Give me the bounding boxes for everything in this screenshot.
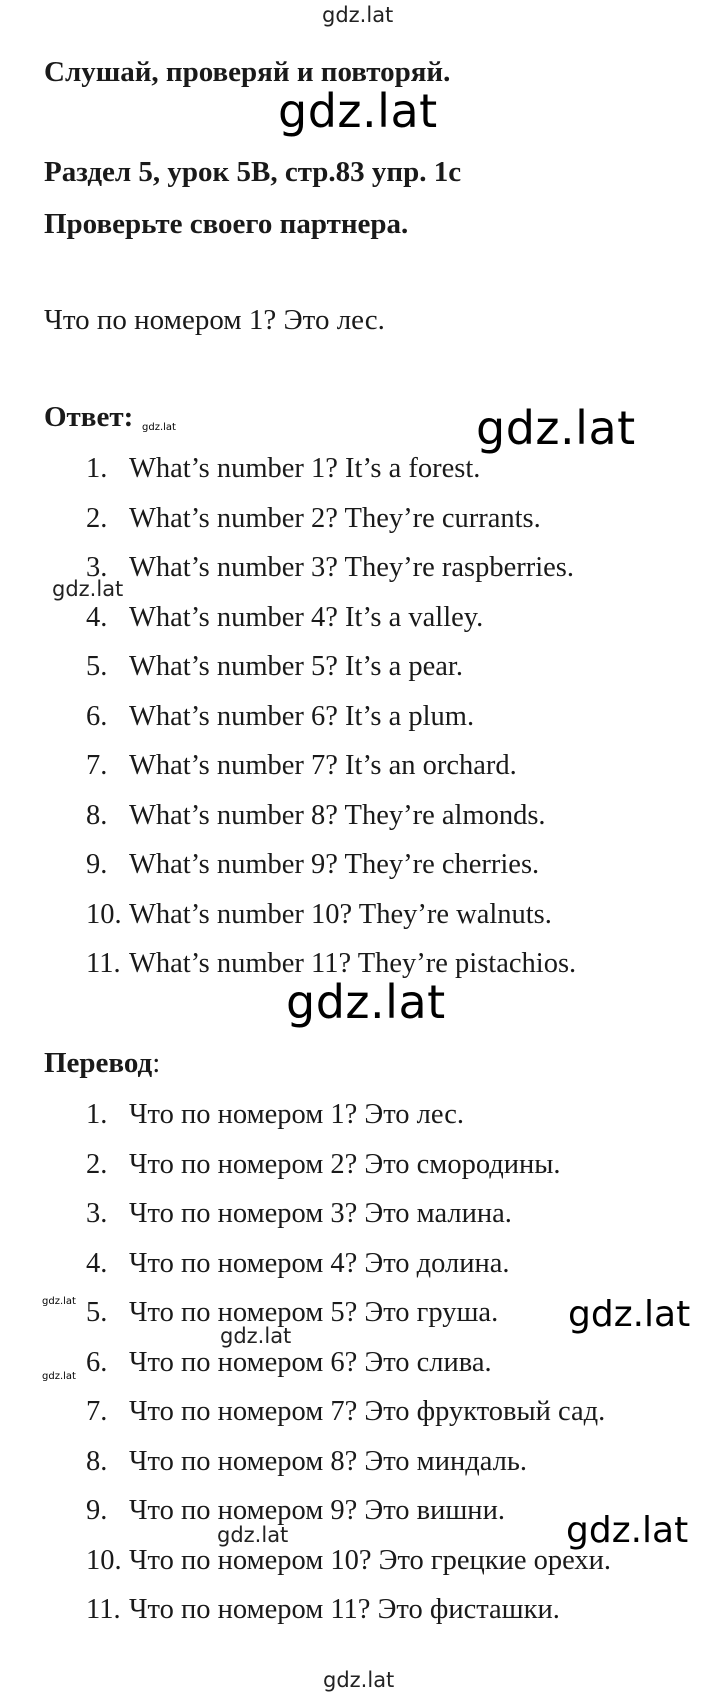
task-subtitle: Проверьте своего партнера.: [44, 208, 409, 240]
item-number: 5.: [86, 1297, 108, 1328]
answer-label: Ответ:: [44, 401, 134, 433]
item-number: 3.: [86, 552, 108, 583]
item-number: 5.: [86, 651, 108, 682]
item-number: 8.: [86, 1445, 108, 1477]
item-number: 4.: [86, 601, 108, 633]
item-text: Что по номером 1? Это лес.: [129, 1099, 465, 1130]
item-number: 9.: [86, 1495, 108, 1526]
example-sentence: Что по номером 1? Это лес.: [44, 304, 385, 336]
item-text: Что по номером 2? Это смородины.: [129, 1148, 561, 1180]
watermark-header: gdz.lat: [278, 84, 438, 138]
list-item: [0, 1200, 720, 1250]
item-text: Что по номером 5? Это груша.: [129, 1297, 499, 1328]
item-text: Что по номером 11? Это фисташки.: [129, 1594, 560, 1625]
watermark-answer: gdz.lat: [476, 401, 636, 455]
item-number: 7.: [86, 1396, 108, 1427]
watermark-left: gdz.lat: [52, 577, 124, 601]
watermark-top: gdz.lat: [322, 3, 394, 27]
item-text: What’s number 7? It’s an orchard.: [129, 750, 517, 781]
watermark-answer-small: gdz.lat: [142, 422, 176, 433]
list-item: [0, 502, 720, 555]
watermark-left-tiny: gdz.lat: [42, 1296, 76, 1307]
item-number: 10.: [86, 1544, 122, 1576]
item-number: 11.: [86, 1594, 121, 1625]
item-number: 7.: [86, 750, 108, 781]
list-item: [0, 455, 720, 505]
list-item: [0, 898, 720, 951]
translation-colon: :: [152, 1047, 161, 1079]
list-item: [0, 1101, 720, 1151]
watermark-middle: gdz.lat: [286, 975, 446, 1029]
item-text: What’s number 1? It’s a forest.: [129, 453, 481, 484]
list-item: [0, 1346, 720, 1399]
item-number: 9.: [86, 849, 108, 880]
watermark-center: gdz.lat: [220, 1324, 292, 1348]
item-text: Что по номером 4? Это долина.: [129, 1247, 510, 1279]
item-text: What’s number 6? It’s a plum.: [129, 700, 475, 732]
translation-label: Перевод: [44, 1047, 153, 1079]
watermark-right: gdz.lat: [568, 1294, 691, 1335]
list-item: [0, 1148, 720, 1201]
item-text: What’s number 10? They’re walnuts.: [129, 898, 552, 930]
item-text: What’s number 4? It’s a valley.: [129, 601, 484, 633]
item-text: Что по номером 9? Это вишни.: [129, 1495, 505, 1526]
section-instruction: Слушай, проверяй и повторяй.: [44, 56, 451, 88]
item-number: 10.: [86, 898, 122, 930]
item-number: 8.: [86, 799, 108, 831]
watermark-bottom: gdz.lat: [323, 1668, 395, 1692]
item-text: Что по номером 10? Это грецкие орехи.: [129, 1544, 612, 1576]
item-text: What’s number 11? They’re pistachios.: [129, 948, 577, 979]
translation-list: [0, 1101, 720, 1646]
item-number: 3.: [86, 1198, 108, 1229]
item-text: What’s number 9? They’re cherries.: [129, 849, 540, 880]
item-text: Что по номером 7? Это фруктовый сад.: [129, 1396, 606, 1427]
item-text: What’s number 3? They’re raspberries.: [129, 552, 575, 583]
item-number: 1.: [86, 453, 108, 484]
list-item: [0, 1398, 720, 1448]
list-item: [0, 1544, 720, 1597]
list-item: [0, 1445, 720, 1498]
item-text: Что по номером 3? Это малина.: [129, 1198, 512, 1229]
item-number: 2.: [86, 502, 108, 534]
list-item: [0, 752, 720, 802]
list-item: [0, 851, 720, 901]
item-text: What’s number 2? They’re currants.: [129, 502, 541, 534]
item-number: 6.: [86, 1346, 108, 1378]
item-text: Что по номером 8? Это миндаль.: [129, 1445, 527, 1477]
item-number: 1.: [86, 1099, 108, 1130]
item-number: 4.: [86, 1247, 108, 1279]
list-item: [0, 1596, 720, 1646]
watermark-right: gdz.lat: [566, 1510, 689, 1551]
list-item: [0, 799, 720, 852]
list-item: [0, 1247, 720, 1300]
watermark-center: gdz.lat: [217, 1523, 289, 1547]
watermark-left-tiny: gdz.lat: [42, 1371, 76, 1382]
translation-heading: [44, 1049, 160, 1078]
item-text: What’s number 5? It’s a pear.: [129, 651, 463, 682]
answer-list: [0, 455, 720, 1000]
item-text: Что по номером 6? Это слива.: [129, 1346, 492, 1378]
list-item: [0, 700, 720, 753]
item-text: What’s number 8? They’re almonds.: [129, 799, 546, 831]
item-number: 6.: [86, 700, 108, 732]
item-number: 2.: [86, 1148, 108, 1180]
list-item: [0, 653, 720, 703]
list-item: [0, 601, 720, 654]
page-title: Раздел 5, урок 5B, стр.83 упр. 1c: [44, 156, 462, 188]
answer-heading: [44, 403, 133, 432]
item-number: 11.: [86, 948, 121, 979]
